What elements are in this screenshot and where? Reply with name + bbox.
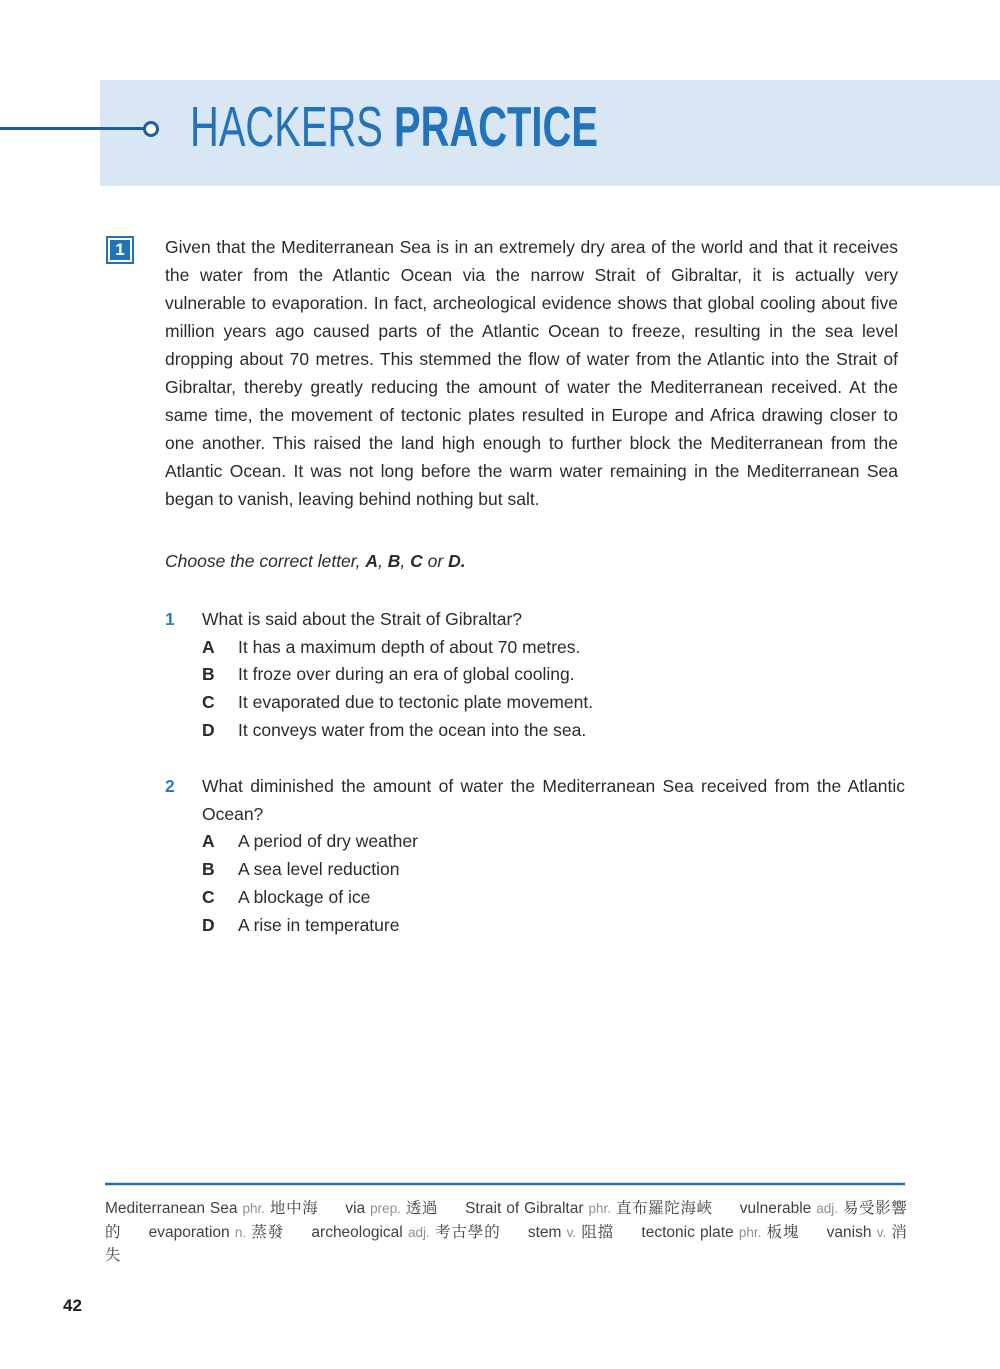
option-2d-letter: D [202, 914, 215, 935]
option-2c-letter: C [202, 886, 215, 907]
vocab-term: Strait of Gibraltar [465, 1200, 584, 1217]
option-1d-text: It conveys water from the ocean into the sea. [238, 719, 587, 740]
instruction-part: . [460, 551, 466, 571]
question-1-number: 1 [165, 609, 175, 629]
vocab-term: tectonic plate [641, 1223, 734, 1241]
option-1c-letter: C [202, 692, 215, 713]
instruction-part: or [422, 551, 449, 571]
option-1b [202, 661, 905, 689]
option-2a [202, 828, 905, 856]
question-1 [165, 606, 905, 745]
vocab-pos: phr. [242, 1201, 265, 1216]
instruction-part: Choose the correct letter, [165, 551, 366, 571]
vocab-term: Mediterranean Sea [105, 1200, 238, 1217]
vocab-translation: 易受影響的 [105, 1200, 907, 1241]
vocab-translation: 消失 [105, 1223, 907, 1264]
instruction-part: , [400, 551, 411, 571]
vocab-entry [465, 1200, 713, 1217]
instruction-letter-b: B [387, 551, 401, 571]
vocab-entry [345, 1200, 438, 1217]
vocab-term: stem [527, 1223, 562, 1241]
option-1a-letter: A [202, 636, 215, 657]
question-1-text: What is said about the Strait of Gibraltar? [202, 609, 523, 629]
vocab-translation: 蒸發 [251, 1223, 285, 1241]
vocab-entry [311, 1224, 500, 1241]
option-2b [202, 856, 905, 884]
option-2d-text: A rise in temperature [238, 914, 400, 935]
vocab-entry [149, 1224, 285, 1241]
vocab-term: vanish [826, 1223, 872, 1241]
vocab-translation: 考古學的 [434, 1223, 501, 1241]
question-2 [165, 773, 905, 939]
page-number: 42 [63, 1296, 82, 1315]
vocab-term: evaporation [148, 1223, 230, 1241]
option-2a-text: A period of dry weather [238, 831, 418, 852]
vocab-pos: adj. [407, 1224, 430, 1240]
header-connector-line [0, 127, 144, 130]
question-2-text: What diminished the amount of water the Mediterranean Sea received from the Atlantic Ocean? [202, 776, 905, 824]
option-1c [202, 689, 905, 717]
vocab-translation: 阻擋 [581, 1223, 615, 1241]
vocab-pos: prep. [370, 1201, 401, 1216]
vocab-divider-rule [105, 1183, 905, 1185]
option-2b-text: A sea level reduction [238, 859, 400, 880]
vocab-translation: 直布羅陀海峽 [615, 1200, 713, 1217]
option-2a-letter: A [202, 831, 215, 852]
vocab-pos: phr. [738, 1224, 762, 1240]
vocab-translation: 透過 [405, 1200, 439, 1217]
vocab-translation: 地中海 [269, 1200, 319, 1217]
option-1d [202, 717, 905, 745]
vocab-pos: v. [566, 1224, 577, 1240]
vocab-entry [105, 1200, 318, 1217]
page-title-regular: HACKERS [190, 95, 383, 159]
option-1c-text: It evaporated due to tectonic plate movement. [238, 692, 594, 713]
question-2-options [202, 828, 905, 939]
passage-text: Given that the Mediterranean Sea is in an extremely dry area of the world and that it receives the water from the Atlantic Ocean via the narrow Strait of Gibraltar, it is actually very vulnerable to evaporation. In fact, archeological evidence shows that global cooling about five million years ago caused parts of the Atlantic Ocean to freeze, resulting in the sea level dropping about 70 metres. This stemmed the flow of water from the Atlantic into the Strait of Gibraltar, thereby greatly reducing the amount of water the Mediterranean received. At the same time, the movement of tectonic plates resulted in Europe and Africa drawing closer to one another. This raised the land high enough to further block the Mediterranean from the Atlantic Ocean. It was not long before the warm water remaining in the Mediterranean Sea began to vanish, leaving behind nothing but salt. [165, 237, 898, 509]
instruction-letter-c: C [410, 551, 423, 571]
vocab-pos: phr. [588, 1201, 611, 1216]
option-2c-text: A blockage of ice [238, 886, 371, 907]
question-1-head [165, 606, 905, 634]
option-1d-letter: D [202, 719, 215, 740]
vocab-entry [528, 1224, 614, 1241]
vocab-translation: 板塊 [766, 1223, 800, 1241]
question-2-number: 2 [165, 776, 175, 796]
vocab-term: via [345, 1200, 366, 1217]
vocab-pos: n. [234, 1224, 247, 1240]
option-2b-letter: B [202, 859, 215, 880]
option-1b-text: It froze over during an era of global cooling. [238, 664, 575, 685]
vocab-pos: v. [876, 1224, 887, 1240]
option-1a [202, 634, 905, 662]
question-2-head [165, 773, 905, 828]
page-title [190, 95, 598, 159]
question-1-options [202, 634, 905, 745]
vocab-term: archeological [311, 1223, 403, 1241]
passage-number: 1 [115, 240, 125, 259]
vocab-pos: adj. [816, 1201, 839, 1216]
instruction-letter-d: D [448, 551, 461, 571]
header-bullet-circle-icon [143, 121, 159, 137]
passage-number-badge [106, 236, 134, 264]
vocab-list [105, 1197, 907, 1268]
option-2c [202, 884, 905, 912]
option-1b-letter: B [202, 664, 215, 685]
vocab-term: vulnerable [739, 1200, 812, 1217]
page-title-bold: PRACTICE [393, 95, 598, 159]
option-1a-text: It has a maximum depth of about 70 metres. [238, 636, 581, 657]
vocab-entry [641, 1224, 799, 1241]
instruction-part: , [378, 551, 388, 571]
instruction-letter-a: A [365, 551, 379, 571]
option-2d [202, 912, 905, 940]
instruction-line [165, 551, 466, 572]
